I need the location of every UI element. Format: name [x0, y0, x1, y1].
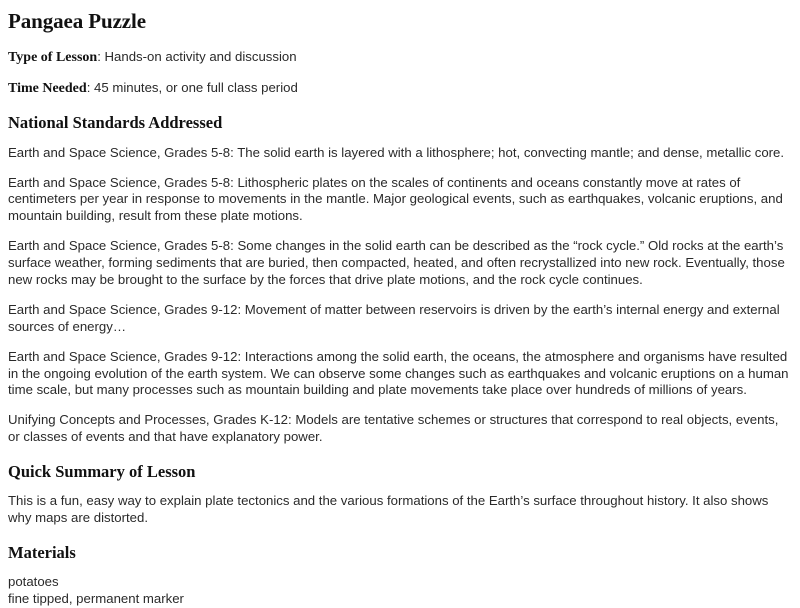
meta-type-of-lesson-separator: :	[97, 48, 105, 64]
section-materials	[8, 544, 790, 608]
meta-type-of-lesson-label: Type of Lesson	[8, 49, 98, 65]
standards-paragraph-6: Unifying Concepts and Processes, Grades K-12: Models are tentative schemes or structures that correspond to real objects, events, or classes of events and that have explanatory power.	[8, 412, 779, 445]
meta-time-needed	[8, 80, 790, 98]
section-heading-national-standards: National Standards Addressed	[8, 113, 223, 133]
meta-type-of-lesson	[8, 49, 790, 67]
meta-time-needed-value: 45 minutes, or one full class period	[94, 79, 298, 95]
standards-paragraph-4: Earth and Space Science, Grades 9-12: Movement of matter between reservoirs is driven by the earth’s internal energy and external sources of energy…	[8, 301, 780, 334]
materials-list	[8, 574, 790, 608]
meta-time-needed-separator: :	[86, 79, 95, 95]
list-item: potatoes	[8, 574, 59, 590]
meta-type-of-lesson-value: Hands-on activity and discussion	[104, 48, 297, 64]
standards-paragraph-3: Earth and Space Science, Grades 5-8: Some changes in the solid earth can be described as the “rock cycle.” Old rocks at the earth’s surface weather, forming sediments that are buried, then compacted, heated, and often recrystallized into new rock. Eventually, those new rocks may be brought to the surface by the forces that drive plate motions, and the rock cycle continues.	[8, 238, 785, 287]
section-heading-materials: Materials	[8, 543, 76, 563]
meta-time-needed-label: Time Needed	[8, 80, 87, 96]
list-item: fine tipped, permanent marker	[8, 591, 184, 607]
quick-summary-paragraph-1: This is a fun, easy way to explain plate tectonics and the various formations of the Earth’s surface throughout history. It also shows why maps are distorted.	[8, 493, 769, 526]
section-heading-quick-summary: Quick Summary of Lesson	[8, 462, 196, 482]
page-title: Pangaea Puzzle	[8, 9, 146, 33]
standards-paragraph-5: Earth and Space Science, Grades 9-12: Interactions among the solid earth, the oceans, the atmosphere and organisms have resulted in the ongoing evolution of the earth system. We can observe some changes such as earthquakes and volcanic eruptions on a human time scale, but many processes such as mountain building and plate movements take place over hundreds of millions of years.	[8, 348, 789, 398]
section-national-standards	[8, 114, 790, 446]
standards-paragraph-2: Earth and Space Science, Grades 5-8: Lithospheric plates on the scales of continents and oceans constantly move at rates of centimeters per year in response to movements in the mantle. Major geological events, such as earthquakes, volcanic eruptions, and mountain building, result from these plate motions.	[8, 174, 783, 224]
standards-paragraph-1: Earth and Space Science, Grades 5-8: The solid earth is layered with a lithosphere; hot, convecting mantle; and dense, metallic core.	[8, 144, 785, 160]
section-quick-summary	[8, 463, 790, 527]
